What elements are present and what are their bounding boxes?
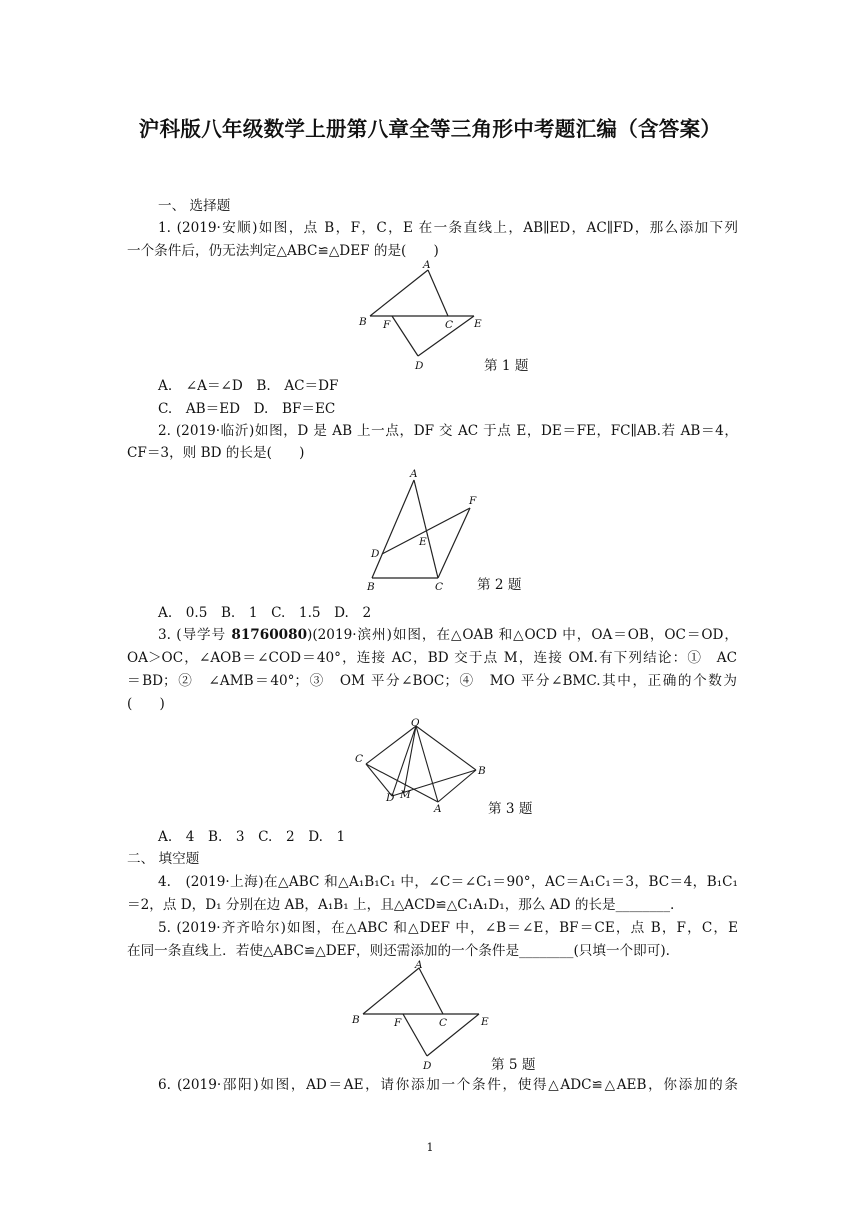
q4-text-line1: 4. (2019·上海)在△ABC 和△A₁B₁C₁ 中，∠C＝∠C₁＝90°，AC＝A₁C₁＝3，BC＝4，B₁C₁	[158, 874, 738, 890]
q3-line1-suffix: )(2019·滨州)如图，在△OAB 和△OCD 中，OA＝OB，OC＝OD，	[307, 627, 738, 643]
q5-label-d: D	[423, 1060, 432, 1072]
q1-options-ab: A. ∠A＝∠D B. AC＝DF	[158, 378, 339, 394]
page-number: 1	[426, 1141, 434, 1154]
q3-label-d: D	[386, 792, 395, 804]
q5-label-b: B	[352, 1014, 360, 1026]
q3-figure	[348, 716, 496, 816]
q5-label-c: C	[439, 1017, 448, 1029]
q1-figure	[350, 258, 490, 376]
q5-text-line1: 5. (2019·齐齐哈尔)如图，在△ABC 和△DEF 中，∠B＝∠E，BF＝CE，点 B，F，C，E	[158, 920, 738, 936]
q3-line1-prefix: 3. (导学号	[158, 627, 232, 643]
q3-text-line2: OA＞OC，∠AOB＝∠COD＝40°，连接 AC，BD 交于点 M，连接 OM.有下列结论：① AC	[127, 650, 737, 666]
q5-caption: 第 5 题	[491, 1057, 536, 1073]
q3-label-a: A	[434, 803, 442, 815]
q1-caption: 第 1 题	[484, 358, 529, 374]
q2-label-e: E	[419, 536, 427, 548]
q2-caption: 第 2 题	[477, 577, 522, 593]
q2-options: A. 0.5 B. 1 C. 1.5 D. 2	[158, 605, 372, 621]
q3-caption: 第 3 题	[488, 801, 533, 817]
q6-text-line1: 6. (2019·邵阳)如图，AD＝AE，请你添加一个条件，使得△ADC≌△AEB，你添加的条	[158, 1077, 738, 1093]
q3-label-o: O	[411, 717, 420, 729]
q5-text-line2: 在同一条直线上．若使△ABC≌△DEF，则还需添加的一个条件是________(只填一个即可).	[127, 943, 670, 959]
q1-text-line2: 一个条件后，仍无法判定△ABC≌△DEF 的是( )	[127, 243, 439, 259]
q2-label-d: D	[371, 548, 380, 560]
q5-label-e: E	[481, 1016, 489, 1028]
q5-label-f: F	[394, 1017, 402, 1029]
q1-label-a: A	[423, 259, 431, 271]
q2-label-a: A	[410, 468, 418, 480]
q5-label-a: A	[415, 959, 423, 971]
q1-text-line1: 1. (2019·安顺)如图，点 B，F，C，E 在一条直线上，AB∥ED，AC∥FD，那么添加下列	[158, 220, 738, 236]
q1-label-e: E	[474, 318, 482, 330]
q2-text-line2: CF＝3，则 BD 的长是( )	[127, 445, 305, 461]
q3-guide-number: 81760080	[231, 627, 308, 643]
q3-text-line1	[158, 625, 738, 645]
q3-text-line4: ( )	[127, 696, 165, 712]
q2-label-c: C	[435, 581, 444, 593]
q1-options-cd: C. AB＝ED D. BF＝EC	[158, 401, 336, 417]
q1-label-d: D	[415, 360, 424, 372]
q2-figure	[358, 466, 488, 594]
q1-label-b: B	[359, 316, 367, 328]
q3-text-line3: ＝BD；② ∠AMB＝40°；③ OM 平分∠BOC；④ MO 平分∠BMC.其中，正确的个数为	[127, 673, 737, 689]
q5-figure	[345, 958, 495, 1076]
q3-label-b: B	[478, 765, 486, 777]
q3-options: A. 4 B. 3 C. 2 D. 1	[158, 829, 346, 845]
q1-label-c: C	[445, 319, 454, 331]
q1-label-f: F	[383, 319, 391, 331]
section-choice-heading: 一、 选择题	[158, 198, 231, 214]
section-fill-heading: 二、 填空题	[127, 851, 200, 867]
q3-label-m: M	[400, 789, 411, 801]
q4-text-line2: ＝2，点 D，D₁ 分别在边 AB，A₁B₁ 上，且△ACD≌△C₁A₁D₁，那么 AD 的长是________.	[127, 897, 675, 913]
page-title: 沪科版八年级数学上册第八章全等三角形中考题汇编（含答案）	[138, 117, 722, 141]
q2-text-line1: 2. (2019·临沂)如图，D 是 AB 上一点，DF 交 AC 于点 E，DE＝FE，FC∥AB.若 AB＝4，	[158, 423, 738, 439]
q2-label-b: B	[367, 581, 375, 593]
q2-label-f: F	[469, 495, 477, 507]
q3-label-c: C	[355, 753, 364, 765]
